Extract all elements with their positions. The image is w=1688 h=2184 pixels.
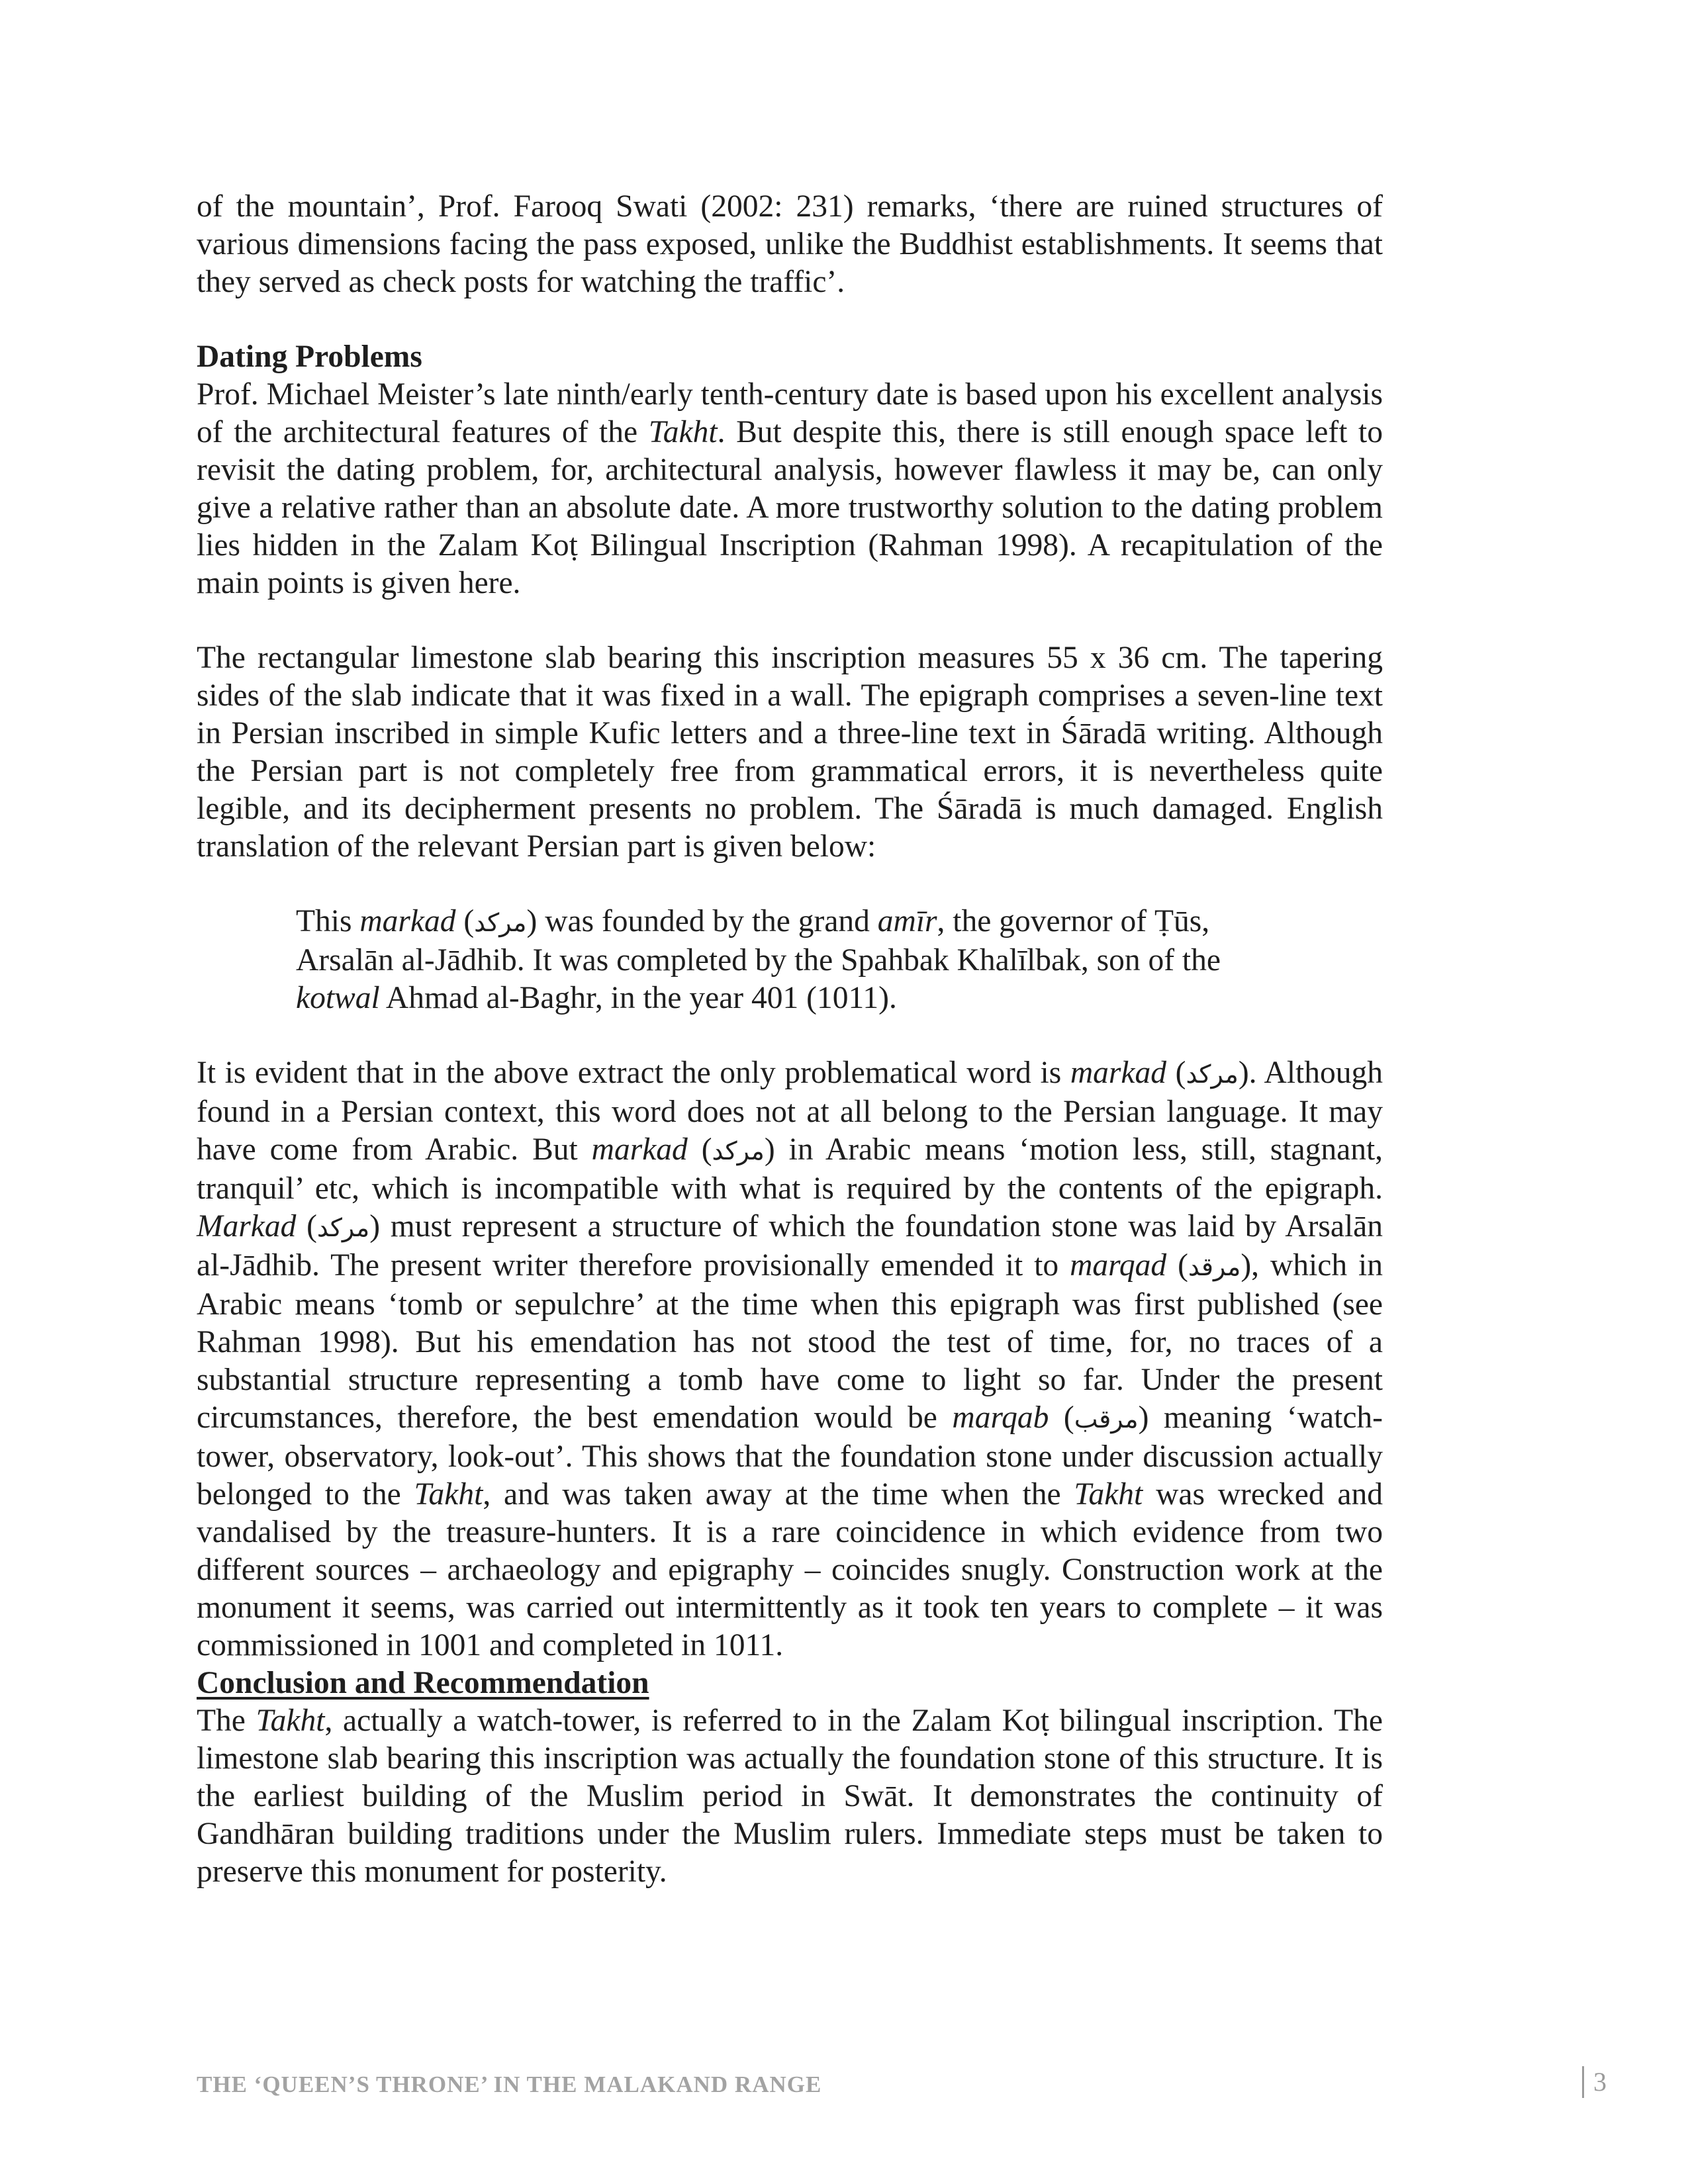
page-number: 3 bbox=[1582, 2066, 1607, 2098]
heading-conclusion: Conclusion and Recommendation bbox=[197, 1666, 649, 1700]
page-footer bbox=[197, 2066, 1607, 2106]
paragraph-dating: Prof. Michael Meister’s late ninth/early tenth-century date is based upon his excellent analysis of the architectural features of the Takht. But despite this, there is still enough space left to revisit the dating problem, for, architectural analysis, however flawless it may be, can only give a relative rather than an absolute date. A more trustworthy solution to the dating problem lies hidden in the Zalam Koṭ Bilingual Inscription (Rahman 1998). A recapitulation of the main points is given here. bbox=[197, 377, 1383, 600]
paragraph-inscription-slab: The rectangular limestone slab bearing this inscription measures 55 x 36 cm. The tapering sides of the slab indicate that it was fixed in a wall. The epigraph comprises a seven-line text in Persian inscribed in simple Kufic letters and a three-line text in Śāradā writing. Although the Persian part is not completely free from grammatical errors, it is nevertheless quite legible, and its decipherment presents no problem. The Śāradā is much damaged. English translation of the relevant Persian part is given below: bbox=[197, 641, 1383, 864]
page-body bbox=[197, 188, 1383, 1891]
paragraph-conclusion: The Takht, actually a watch-tower, is referred to in the Zalam Koṭ bilingual inscription. The limestone slab bearing this inscription was actually the foundation stone of this structure. It is the earliest building of the Muslim period in Swāt. It demonstrates the continuity of Gandhāran building traditions under the Muslim rulers. Immediate steps must be taken to preserve this monument for posterity. bbox=[197, 1704, 1383, 1889]
paragraph-intro: of the mountain’, Prof. Farooq Swati (2002: 231) remarks, ‘there are ruined structures of various dimensions facing the pass exposed, unlike the Buddhist establishments. It seems that they served as check posts for watching the traffic’. bbox=[197, 189, 1383, 299]
running-head: THE ‘QUEEN’S THRONE’ IN THE MALAKAND RANGE bbox=[197, 2071, 822, 2097]
block-quote-translation: This markad (مرکد) was founded by the grand amīr, the governor of Ṭūs, Arsalān al-Jādhib. It was completed by the Spahbak Khalīlbak, son of the kotwal Ahmad al-Baghr, in the year 401 (1011). bbox=[296, 904, 1221, 1015]
heading-dating-problems: Dating Problems bbox=[197, 340, 422, 374]
paragraph-analysis: It is evident that in the above extract the only problematical word is markad (مرکد). Although found in a Persian context, this word does not at all belong to the Persian language. It may have come from Arabic. But markad (مرکد) in Arabic means ‘motion less, still, stagnant, tranquil’ etc, which is incompatible with what is required by the contents of the epigraph. Markad (مرکد) must represent a structure of which the foundation stone was laid by Arsalān al-Jādhib. The present writer therefore provisionally emended it to marqad (مرقد), which in Arabic means ‘tomb or sepulchre’ at the time when this epigraph was first published (see Rahman 1998). But his emendation has not stood the test of time, for, no traces of a substantial structure representing a tomb have come to light so far. Under the present circumstances, therefore, the best emendation would be marqab (مرقب) meaning ‘watch-tower, observatory, look-out’. This shows that the foundation stone under discussion actually belonged to the Takht, and was taken away at the time when the Takht was wrecked and vandalised by the treasure-hunters. It is a rare coincidence in which evidence from two different sources – archaeology and epigraphy – coincides snugly. Construction work at the monument it seems, was carried out intermittently as it took ten years to complete – it was commissioned in 1001 and completed in 1011. bbox=[197, 1056, 1383, 1662]
